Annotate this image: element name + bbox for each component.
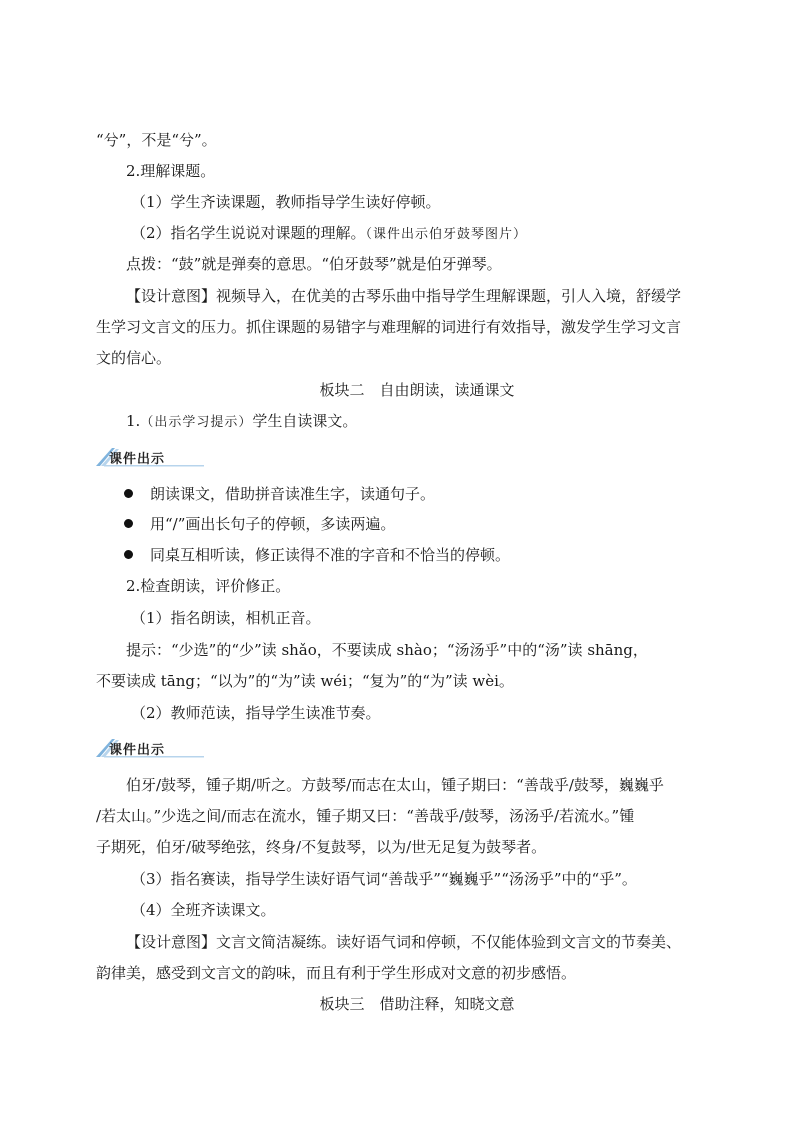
sub-item-text: （2）指名学生说说对课题的理解。 [131,224,366,242]
sub-item: （4）全班齐读课文。 [131,901,276,919]
bullet-item: 朗读课文，借助拼音读准生字，读通句子。 [150,485,436,503]
prompt-note: （出示学习提示） [140,415,253,430]
design-intent-line: 【设计意图】文言文简洁凝练。读好语气词和停顿，不仅能体验到文言文的节奏美、 [126,933,682,951]
bullet-item: 同桌互相听读，修正读得不准的字音和不恰当的停顿。 [150,546,511,564]
numbered-item: 2.检查朗读，评价修正。 [126,577,291,595]
item-text: 学生自读课文。 [252,412,358,430]
text-line: “兮”，不是“兮”。 [96,131,217,149]
sub-item: （3）指名赛读，指导学生读好语气词“善哉乎”“巍巍乎”“汤汤乎”中的“乎”。 [131,870,637,888]
courseware-label: 课件出示 [109,743,166,758]
text-line: 生学习文言文的压力。抓住课题的易错字与难理解的词进行有效指导，激发学生学习文言 [96,318,682,336]
section-heading-text: 板块二 自由朗读，读通课文 [319,381,515,399]
courseware-badge [96,737,206,759]
section-heading-text: 板块三 借助注释，知晓文意 [319,995,515,1013]
text-line: 韵律美，感受到文言文的韵味，而且有利于学生形成对文意的初步感悟。 [96,964,577,982]
classical-text-line: 伯牙/鼓琴，锺子期/听之。方鼓琴/而志在太山，锺子期曰：“善哉乎/鼓琴，巍巍乎 [126,776,664,794]
sub-item: （1）指名朗读，相机正音。 [131,609,321,627]
numbered-item: 2.理解课题。 [126,162,216,180]
numbered-item [126,411,357,433]
classical-text-line: /若太山。”少选之间/而志在流水，锺子期又曰：“善哉乎/鼓琴，汤汤乎/若流水。”锺 [96,807,635,825]
bullet-icon [124,550,133,559]
item-number: 1. [126,412,141,430]
tip-line: 点拨：“鼓”就是弹奏的意思。“伯牙鼓琴”就是伯牙弹琴。 [126,255,502,273]
design-intent-line: 【设计意图】视频导入，在优美的古琴乐曲中指导学生理解课题，引人入境，舒缓学 [126,287,682,305]
courseware-note: （课件出示伯牙鼓琴图片） [365,227,528,242]
section-heading [0,994,794,1014]
sub-item: （2）教师范读，指导学生读准节奏。 [131,704,381,722]
sub-item: （1）学生齐读课题，教师指导学生读好停顿。 [131,193,441,211]
bullet-icon [124,489,133,498]
bullet-icon [124,519,133,528]
bullet-item: 用“/”画出长句子的停顿，多读两遍。 [150,515,396,533]
tip-line: 提示：“少选”的“少”读 shǎo，不要读成 shào；“汤汤乎”中的“汤”读 shāng， [126,641,648,659]
classical-text-line: 子期死，伯牙/破琴绝弦，终身/不复鼓琴，以为/世无足复为鼓琴者。 [96,838,547,856]
courseware-badge [96,446,206,468]
section-heading [0,380,794,400]
text-line: 不要读成 tāng；“以为”的“为”读 wéi；“复为”的“为”读 wèi。 [96,672,514,690]
courseware-label: 课件出示 [109,452,166,467]
text-line: 文的信心。 [96,349,172,367]
sub-item [131,223,527,245]
